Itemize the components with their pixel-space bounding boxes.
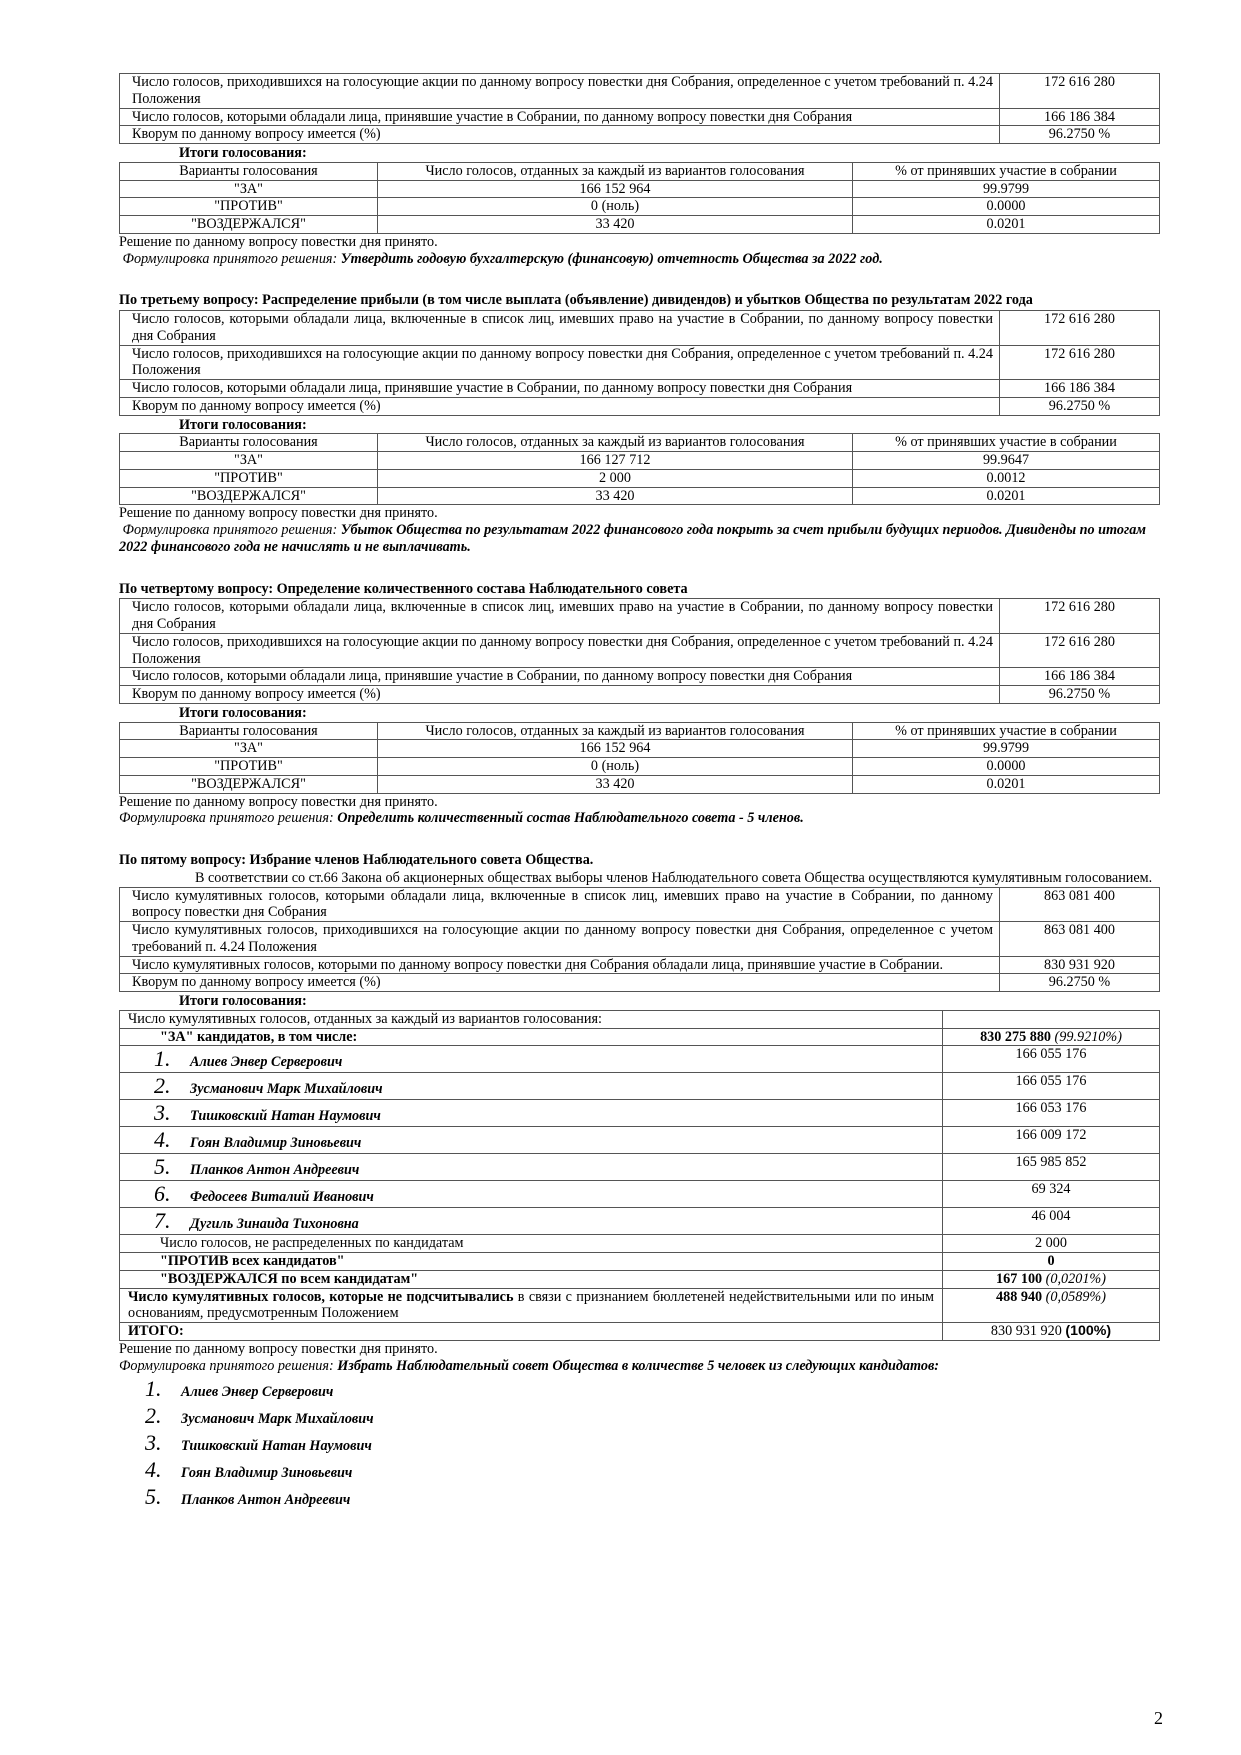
table-row	[120, 311, 1160, 346]
info-label: Число кумулятивных голосов, которыми обладали лица, включенные в список лиц, имевших право на участие в Собрании, по данному вопросу повестки дня Собрания	[120, 887, 1000, 922]
formula-text: Избрать Наблюдательный совет Общества в количестве 5 человек из следующих кандидатов:	[337, 1357, 940, 1374]
elected-candidates-list	[119, 1376, 1160, 1511]
candidate-name: Алиев Энвер Серверович	[190, 1054, 343, 1071]
abstain-all-label: "ВОЗДЕРЖАЛСЯ по всем кандидатам"	[120, 1270, 943, 1288]
list-item	[119, 1376, 1160, 1403]
list-item	[119, 1403, 1160, 1430]
info-label: Кворум по данному вопросу имеется (%)	[120, 974, 1000, 992]
total-label: ИТОГО:	[120, 1323, 943, 1341]
decision-formula	[119, 522, 1160, 556]
column-header: % от принявших участие в собрании	[853, 162, 1160, 180]
invalid-percent: (0,0589%)	[1045, 1288, 1106, 1305]
candidate-row	[120, 1073, 1160, 1100]
candidate-number: 7.	[154, 1208, 171, 1234]
voting-results-title: Итоги голосования:	[179, 145, 307, 161]
table-row	[120, 380, 1160, 398]
candidate-number: 1.	[154, 1046, 171, 1072]
info-value: 830 931 920	[1000, 956, 1160, 974]
question-5-section	[119, 852, 1160, 1511]
table-row	[120, 126, 1160, 144]
vote-option: "ПРОТИВ"	[120, 469, 378, 487]
page-number: 2	[1154, 1708, 1163, 1728]
candidate-votes: 166 009 172	[943, 1127, 1160, 1154]
invalid-votes-cell	[943, 1288, 1160, 1323]
table-row	[120, 974, 1160, 992]
vote-option: "ВОЗДЕРЖАЛСЯ"	[120, 487, 378, 505]
info-label: Число голосов, которыми обладали лица, принявшие участие в Собрании, по данному вопросу повестки дня Собрания	[120, 668, 1000, 686]
vote-count: 33 420	[378, 216, 853, 234]
total-value: 830 931 920	[990, 1323, 1062, 1339]
vote-count: 0 (ноль)	[378, 198, 853, 216]
against-all-label: "ПРОТИВ всех кандидатов"	[120, 1253, 943, 1271]
candidate-row	[120, 1181, 1160, 1208]
candidate-cell	[120, 1181, 943, 1208]
info-label: Число голосов, которыми обладали лица, включенные в список лиц, имевших право на участие в Собрании, по данному вопросу повестки дня Собрания	[120, 311, 1000, 346]
info-label: Число голосов, приходившихся на голосующие акции по данному вопросу повестки дня Собрания, определенное с учетом требований п. 4.24 Положения	[120, 633, 1000, 668]
table-row	[120, 345, 1160, 380]
abstain-all-cell	[943, 1270, 1160, 1288]
candidate-cell	[120, 1046, 943, 1073]
voting-results-title: Итоги голосования:	[179, 704, 307, 721]
table-row	[120, 686, 1160, 704]
vote-count: 166 152 964	[378, 740, 853, 758]
vote-option: "ВОЗДЕРЖАЛСЯ"	[120, 775, 378, 793]
info-value: 172 616 280	[1000, 311, 1160, 346]
table-header-row	[120, 722, 1160, 740]
info-label: Число голосов, которыми обладали лица, включенные в список лиц, имевших право на участие в Собрании, по данному вопросу повестки дня Собрания	[120, 599, 1000, 634]
vote-count: 2 000	[378, 469, 853, 487]
info-value: 863 081 400	[1000, 922, 1160, 957]
candidate-row	[120, 1100, 1160, 1127]
candidate-cell	[120, 1154, 943, 1181]
table-row	[120, 469, 1160, 487]
info-value: 96.2750 %	[1000, 974, 1160, 992]
cumulative-voting-note: В соответствии со ст.66 Закона об акционерных обществах выборы членов Наблюдательного совета Общества осуществляются кумулятивным голосованием.	[195, 869, 1153, 886]
info-label: Кворум по данному вопросу имеется (%)	[120, 126, 1000, 144]
formula-text: Убыток Общества по результатам 2022 финансового года покрыть за счет прибыли будущих периодов. Дивиденды по итогам 2022 финансового года не начислять и не выплачивать.	[119, 522, 1147, 555]
info-value: 172 616 280	[1000, 599, 1160, 634]
formula-label: Формулировка принятого решения:	[119, 810, 334, 827]
elected-name: Зусманович Марк Михайлович	[181, 1411, 374, 1428]
vote-percent: 0.0000	[853, 758, 1160, 776]
za-candidates-value	[943, 1028, 1160, 1046]
vote-option: "ПРОТИВ"	[120, 758, 378, 776]
column-header: Число голосов, отданных за каждый из вариантов голосования	[378, 722, 853, 740]
table-row	[120, 487, 1160, 505]
list-item	[119, 1457, 1160, 1484]
table-row	[120, 599, 1160, 634]
candidate-cell	[120, 1100, 943, 1127]
question-heading: По третьему вопросу: Распределение прибыли (в том числе выплата (объявление) дивидендов) и убытков Общества по результатам 2022 года	[119, 292, 1033, 309]
vote-percent: 99.9799	[853, 180, 1160, 198]
column-header: Варианты голосования	[120, 722, 378, 740]
table-row	[120, 1323, 1160, 1341]
formula-text: Утвердить годовую бухгалтерскую (финансовую) отчетность Общества за 2022 год.	[340, 250, 883, 267]
candidate-name: Тишковский Натан Наумович	[190, 1108, 381, 1125]
info-value: 96.2750 %	[1000, 397, 1160, 415]
info-label: Число голосов, приходившихся на голосующие акции по данному вопросу повестки дня Собрания, определенное с учетом требований п. 4.24 Положения	[120, 74, 1000, 109]
abstain-percent: (0,0201%)	[1045, 1270, 1106, 1287]
candidate-name: Дугиль Зинаида Тихоновна	[190, 1216, 359, 1233]
candidate-votes: 165 985 852	[943, 1154, 1160, 1181]
table-header-row	[120, 1010, 1160, 1028]
table-row	[120, 758, 1160, 776]
vote-percent: 99.9647	[853, 452, 1160, 470]
invalid-label-rest: в связи с признанием бюллетеней недействительными или по иным основаниям, предусмотренным Положением	[128, 1288, 934, 1322]
against-all-value: 0	[943, 1253, 1160, 1271]
info-label: Число голосов, которыми обладали лица, принявшие участие в Собрании, по данному вопросу повестки дня Собрания	[120, 380, 1000, 398]
table-row	[120, 887, 1160, 922]
formula-label: Формулировка принятого решения:	[122, 250, 338, 267]
za-value: 830 275 880	[980, 1028, 1051, 1045]
question-2-section	[119, 73, 1160, 267]
info-label: Кворум по данному вопросу имеется (%)	[120, 397, 1000, 415]
vote-count: 33 420	[378, 487, 853, 505]
candidate-row	[120, 1046, 1160, 1073]
candidate-name: Гоян Владимир Зиновьевич	[190, 1135, 362, 1152]
info-value: 863 081 400	[1000, 887, 1160, 922]
za-percent: (99.9210%)	[1054, 1028, 1122, 1045]
invalid-votes-label	[120, 1288, 943, 1323]
decision-text: Решение по данному вопросу повестки дня принято.	[119, 793, 438, 810]
table-header-row	[120, 434, 1160, 452]
candidate-cell	[120, 1208, 943, 1235]
vote-count: 33 420	[378, 775, 853, 793]
candidate-votes: 166 055 176	[943, 1073, 1160, 1100]
formula-label: Формулировка принятого решения:	[122, 522, 338, 538]
q4-info-table	[119, 598, 1160, 704]
list-item	[119, 1430, 1160, 1457]
formula-label: Формулировка принятого решения:	[119, 1357, 334, 1374]
table-row	[120, 1288, 1160, 1323]
table-row	[120, 397, 1160, 415]
elected-name: Алиев Энвер Серверович	[181, 1384, 334, 1401]
decision-formula	[119, 251, 1160, 268]
candidate-number: 2.	[154, 1073, 171, 1099]
candidate-cell	[120, 1127, 943, 1154]
za-candidates-label: "ЗА" кандидатов, в том числе:	[120, 1028, 943, 1046]
table-row	[120, 1253, 1160, 1271]
vote-option: "ПРОТИВ"	[120, 198, 378, 216]
column-header: Число голосов, отданных за каждый из вариантов голосования	[378, 162, 853, 180]
vote-percent: 0.0012	[853, 469, 1160, 487]
candidate-name: Зусманович Марк Михайлович	[190, 1081, 383, 1098]
table-row	[120, 956, 1160, 974]
candidate-number: 5.	[154, 1154, 171, 1180]
total-cell	[943, 1323, 1160, 1341]
invalid-value: 488 940	[996, 1288, 1043, 1305]
vote-option: "ЗА"	[120, 740, 378, 758]
elected-name: Гоян Владимир Зиновьевич	[181, 1465, 353, 1482]
info-label: Кворум по данному вопросу имеется (%)	[120, 686, 1000, 704]
vote-percent: 0.0000	[853, 198, 1160, 216]
table-row	[120, 108, 1160, 126]
table-row	[120, 74, 1160, 109]
cumulative-results-table	[119, 1010, 1160, 1341]
table-row	[120, 1028, 1160, 1046]
column-header-empty	[943, 1010, 1160, 1028]
undistributed-label: Число голосов, не распределенных по кандидатам	[120, 1235, 943, 1253]
table-row	[120, 922, 1160, 957]
table-row	[120, 1235, 1160, 1253]
table-row	[120, 1270, 1160, 1288]
table-row	[120, 668, 1160, 686]
column-header: % от принявших участие в собрании	[853, 434, 1160, 452]
column-header: Число голосов, отданных за каждый из вариантов голосования	[378, 434, 853, 452]
table-row	[120, 216, 1160, 234]
vote-count: 166 152 964	[378, 180, 853, 198]
q2-results-table	[119, 162, 1160, 234]
info-value: 172 616 280	[1000, 633, 1160, 668]
candidate-name: Федосеев Виталий Иванович	[190, 1189, 374, 1206]
elected-number: 5.	[145, 1484, 162, 1510]
candidate-name: Планков Антон Андреевич	[190, 1162, 360, 1179]
decision-text: Решение по данному вопросу повестки дня принято.	[119, 1340, 438, 1357]
table-row	[120, 633, 1160, 668]
vote-count: 166 127 712	[378, 452, 853, 470]
q3-results-table	[119, 433, 1160, 505]
candidate-votes: 166 053 176	[943, 1100, 1160, 1127]
abstain-value: 167 100	[996, 1270, 1043, 1287]
elected-number: 2.	[145, 1403, 162, 1429]
q2-info-table	[119, 73, 1160, 144]
candidate-number: 4.	[154, 1127, 171, 1153]
info-label: Число голосов, которыми обладали лица, принявшие участие в Собрании, по данному вопросу повестки дня Собрания	[120, 108, 1000, 126]
question-heading: По четвертому вопросу: Определение количественного состава Наблюдательного совета	[119, 580, 688, 597]
candidate-cell	[120, 1073, 943, 1100]
elected-number: 3.	[145, 1430, 162, 1456]
invalid-label-bold: Число кумулятивных голосов, которые не подсчитывались	[128, 1288, 514, 1305]
column-header: Варианты голосования	[120, 434, 378, 452]
table-row	[120, 452, 1160, 470]
vote-option: "ВОЗДЕРЖАЛСЯ"	[120, 216, 378, 234]
elected-name: Тишковский Натан Наумович	[181, 1438, 372, 1455]
q5-info-table	[119, 887, 1160, 993]
info-value: 96.2750 %	[1000, 126, 1160, 144]
vote-option: "ЗА"	[120, 452, 378, 470]
info-value: 172 616 280	[1000, 345, 1160, 380]
elected-number: 4.	[145, 1457, 162, 1483]
decision-formula	[119, 810, 1160, 827]
table-header-row	[120, 162, 1160, 180]
candidate-number: 3.	[154, 1100, 171, 1126]
list-item	[119, 1484, 1160, 1511]
vote-percent: 0.0201	[853, 775, 1160, 793]
info-label: Число голосов, приходившихся на голосующие акции по данному вопросу повестки дня Собрания, определенное с учетом требований п. 4.24 Положения	[120, 345, 1000, 380]
info-label: Число кумулятивных голосов, приходившихся на голосующие акции по данному вопросу повестки дня Собрания, определенное с учетом требований п. 4.24 Положения	[120, 922, 1000, 957]
candidate-votes: 166 055 176	[943, 1046, 1160, 1073]
info-value: 166 186 384	[1000, 380, 1160, 398]
table-row	[120, 198, 1160, 216]
vote-percent: 0.0201	[853, 216, 1160, 234]
info-value: 172 616 280	[1000, 74, 1160, 109]
undistributed-value: 2 000	[943, 1235, 1160, 1253]
table-row	[120, 775, 1160, 793]
question-heading: По пятому вопросу: Избрание членов Наблюдательного совета Общества.	[119, 852, 594, 868]
info-value: 96.2750 %	[1000, 686, 1160, 704]
table-row	[120, 740, 1160, 758]
candidate-row	[120, 1127, 1160, 1154]
q4-results-table	[119, 722, 1160, 794]
candidate-row	[120, 1208, 1160, 1235]
q3-info-table	[119, 310, 1160, 416]
vote-percent: 0.0201	[853, 487, 1160, 505]
candidate-row	[120, 1154, 1160, 1181]
elected-number: 1.	[145, 1376, 162, 1402]
elected-name: Планков Антон Андреевич	[181, 1492, 351, 1509]
voting-results-title: Итоги голосования:	[179, 416, 307, 433]
decision-text: Решение по данному вопросу повестки дня принято.	[119, 233, 438, 250]
decision-formula	[119, 1358, 1160, 1375]
info-value: 166 186 384	[1000, 108, 1160, 126]
total-percent: (100%)	[1065, 1323, 1112, 1339]
column-header: Число кумулятивных голосов, отданных за каждый из вариантов голосования:	[120, 1010, 943, 1028]
column-header: Варианты голосования	[120, 162, 378, 180]
vote-option: "ЗА"	[120, 180, 378, 198]
question-4-section	[119, 581, 1160, 828]
candidate-votes: 46 004	[943, 1208, 1160, 1235]
table-row	[120, 180, 1160, 198]
vote-count: 0 (ноль)	[378, 758, 853, 776]
formula-text: Определить количественный состав Наблюдательного совета - 5 членов.	[337, 810, 804, 827]
voting-results-title: Итоги голосования:	[179, 993, 307, 1009]
candidate-votes: 69 324	[943, 1181, 1160, 1208]
column-header: % от принявших участие в собрании	[853, 722, 1160, 740]
vote-percent: 99.9799	[853, 740, 1160, 758]
decision-text: Решение по данному вопросу повестки дня принято.	[119, 505, 438, 522]
candidate-number: 6.	[154, 1181, 171, 1207]
info-label: Число кумулятивных голосов, которыми по данному вопросу повестки дня Собрания обладали лица, принявшие участие в Собрании.	[120, 956, 1000, 974]
info-value: 166 186 384	[1000, 668, 1160, 686]
question-3-section	[119, 292, 1160, 555]
